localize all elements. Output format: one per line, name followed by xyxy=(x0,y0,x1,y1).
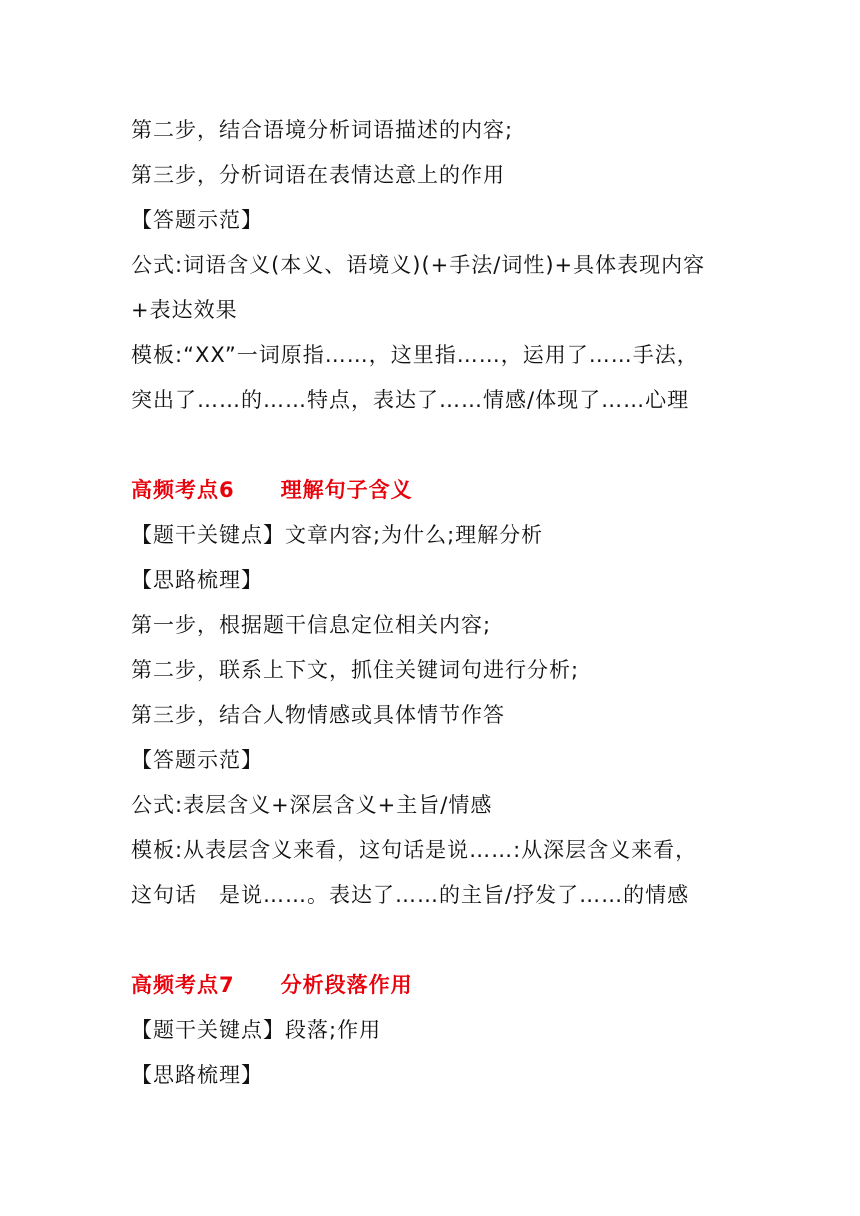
text-line: 模板:“XX”一词原指……，这里指……，运用了……手法， xyxy=(131,343,699,367)
text-line: 【题干关键点】文章内容;为什么;理解分析 xyxy=(131,523,544,547)
text-line: 【答题示范】 xyxy=(131,208,263,232)
section-key-point-7 xyxy=(131,963,771,1098)
heading-title: 理解句子含义 xyxy=(280,478,413,502)
section-continued xyxy=(131,108,771,423)
text-line: 模板:从表层含义来看，这句话是说……:从深层含义来看， xyxy=(131,838,698,862)
text-line: 公式:词语含义(本义、语境义)(+手法/词性)+具体表现内容 xyxy=(131,253,706,277)
text-line: 第二步，结合语境分析词语描述的内容; xyxy=(131,118,514,142)
text-line: 第三步，结合人物情感或具体情节作答 xyxy=(131,703,505,727)
heading-label: 高频考点7 xyxy=(131,973,235,997)
text-line: 第二步，联系上下文，抓住关键词句进行分析; xyxy=(131,658,580,682)
text-line: 第一步，根据题干信息定位相关内容; xyxy=(131,613,492,637)
text-line: 【题干关键点】段落;作用 xyxy=(131,1018,382,1042)
paragraph-gap xyxy=(131,423,771,468)
text-line: 【思路梳理】 xyxy=(131,568,263,592)
text-line: 公式:表层含义+深层含义+主旨/情感 xyxy=(131,793,493,817)
section-key-point-6 xyxy=(131,468,771,918)
text-line: +表达效果 xyxy=(131,298,238,322)
paragraph-gap xyxy=(131,918,771,963)
text-line: 【答题示范】 xyxy=(131,748,263,772)
section-heading xyxy=(131,963,771,1008)
heading-title: 分析段落作用 xyxy=(280,973,413,997)
text-line: 第三步，分析词语在表情达意上的作用 xyxy=(131,163,505,187)
text-line: 这句话 是说……。表达了……的主旨/抒发了……的情感 xyxy=(131,883,690,907)
document-body xyxy=(131,108,771,1098)
text-line: 突出了……的……特点，表达了……情感/体现了……心理 xyxy=(131,388,690,412)
heading-label: 高频考点6 xyxy=(131,478,235,502)
section-heading xyxy=(131,468,771,513)
text-line: 【思路梳理】 xyxy=(131,1063,263,1087)
